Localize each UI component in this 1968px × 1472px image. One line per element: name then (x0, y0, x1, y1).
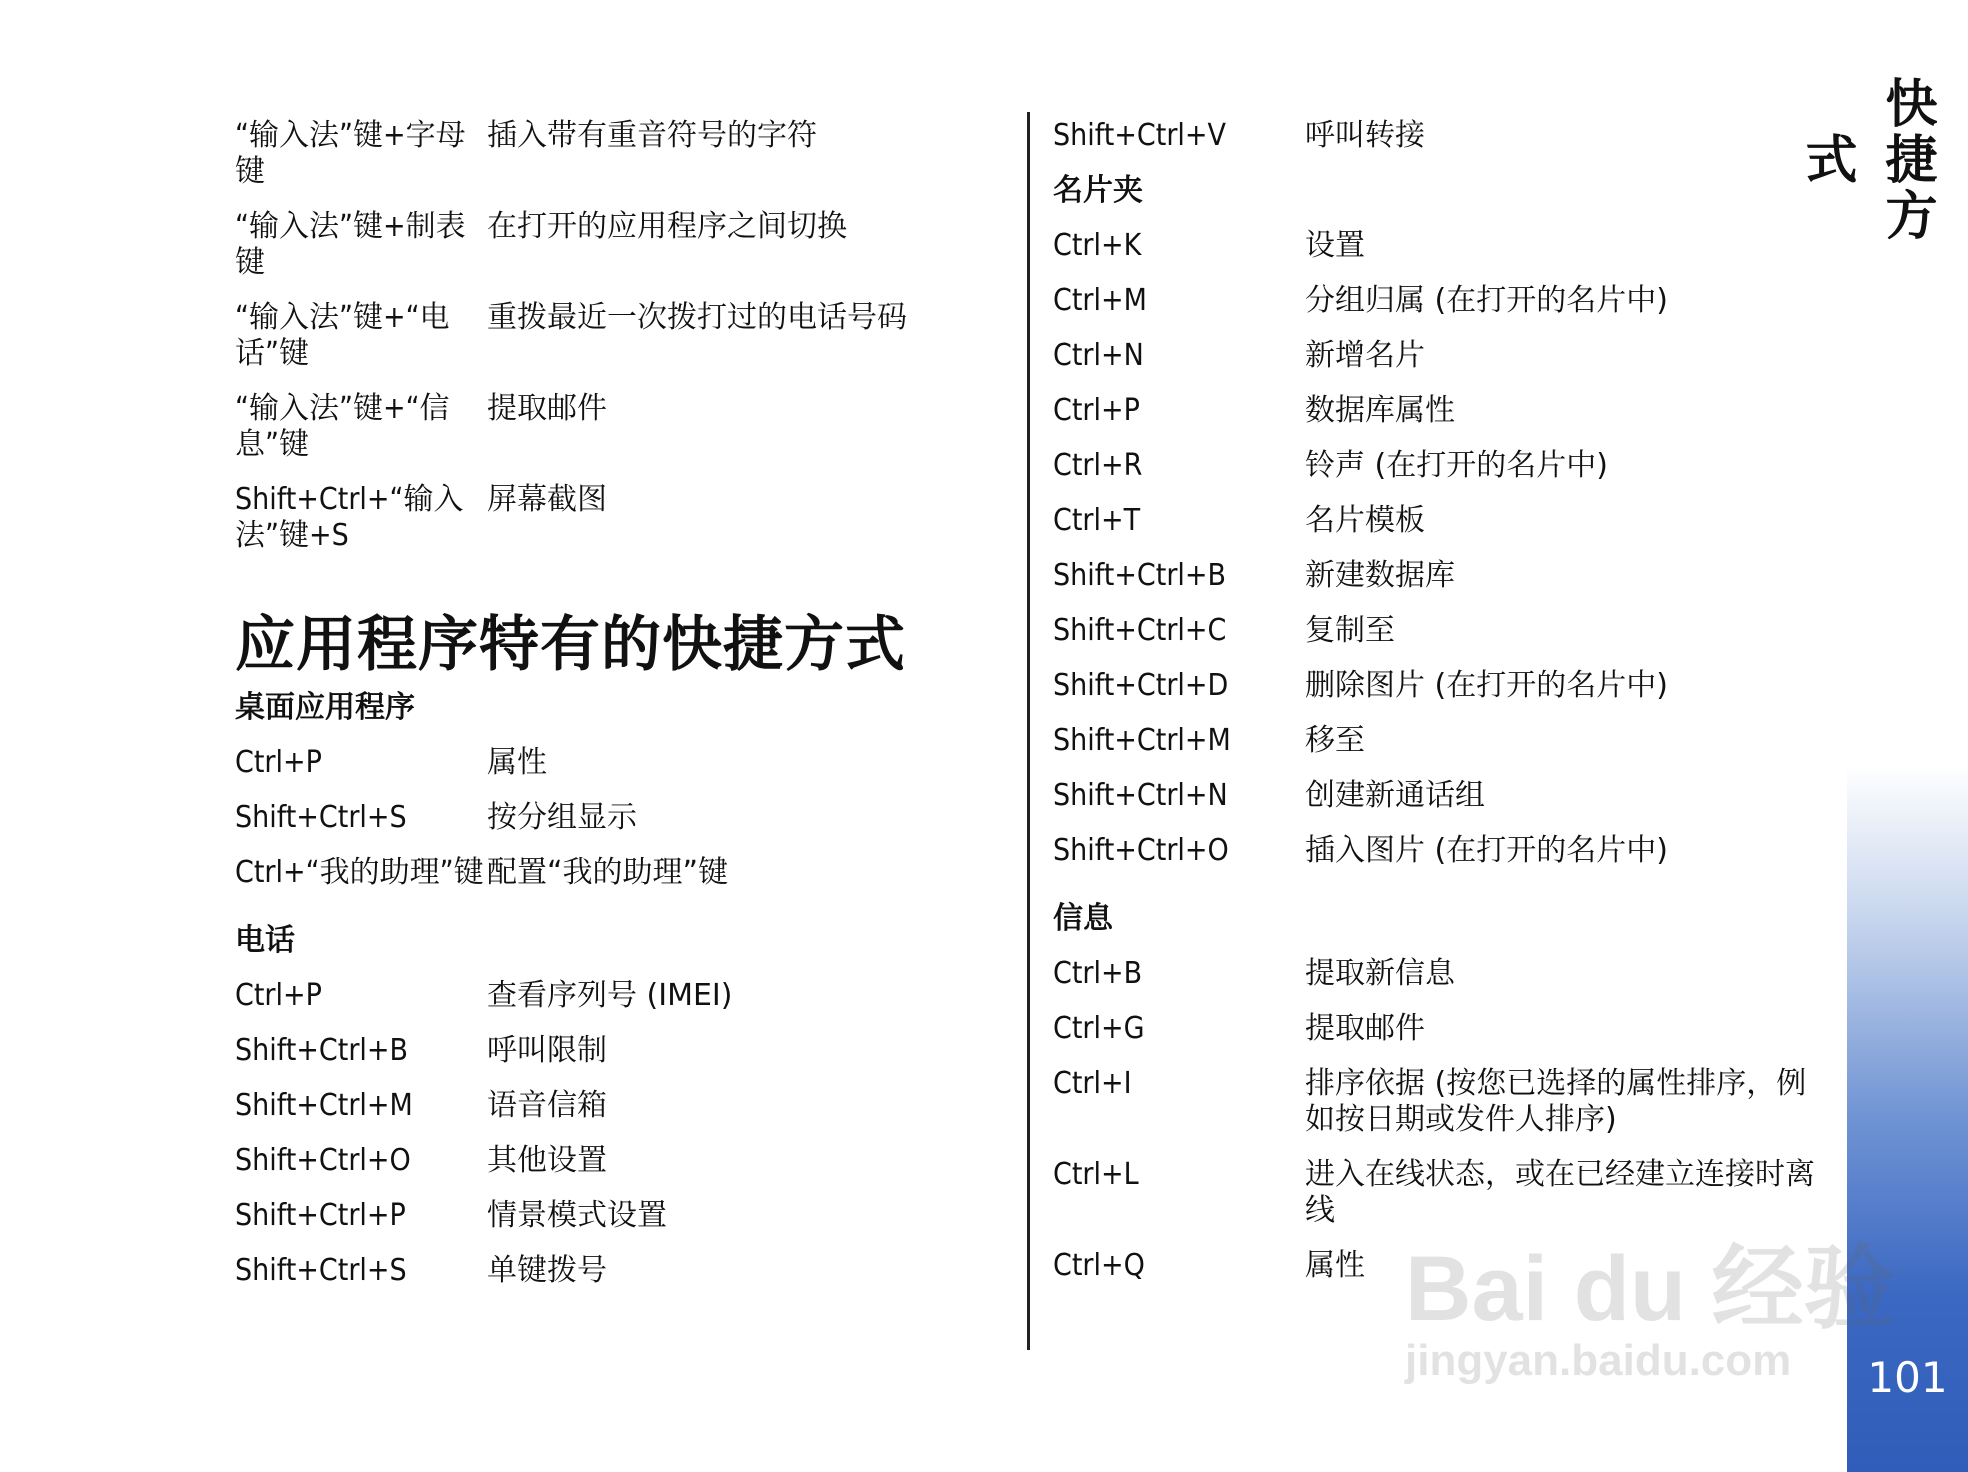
shortcut-key: Shift+Ctrl+C (1053, 613, 1227, 648)
shortcut-description: 设置 (1305, 228, 1365, 263)
shortcut-key: Ctrl+I (1053, 1066, 1132, 1101)
subsection-title: 电话 (235, 923, 295, 958)
shortcut-key: Shift+Ctrl+M (235, 1088, 413, 1123)
shortcut-row (235, 391, 965, 463)
shortcut-description: 其他设置 (487, 1143, 607, 1178)
shortcut-description: 插入图片 (在打开的名片中) (1305, 833, 1668, 868)
shortcut-key: Ctrl+P (235, 978, 322, 1013)
shortcut-key: Ctrl+“我的助理”键 (235, 855, 484, 890)
shortcut-description: 插入带有重音符号的字符 (487, 118, 817, 153)
shortcut-row (1053, 283, 1833, 319)
shortcut-description: 提取邮件 (487, 391, 607, 426)
shortcut-description: 属性 (487, 745, 547, 780)
shortcut-row (1053, 558, 1833, 594)
shortcut-key: Ctrl+B (1053, 956, 1143, 991)
shortcut-description: 数据库属性 (1305, 393, 1455, 428)
shortcut-key: Ctrl+P (235, 745, 322, 780)
shortcut-description: 复制至 (1305, 613, 1395, 648)
shortcut-description: 重拨最近一次拨打过的电话号码 (487, 300, 907, 335)
desktop-section (235, 690, 965, 891)
shortcut-description: 创建新通话组 (1305, 778, 1485, 813)
shortcut-key: “输入法”键+“电话”键 (235, 300, 450, 371)
messages-section (1053, 901, 1833, 1284)
shortcut-row (1053, 503, 1833, 539)
shortcut-description: 分组归属 (在打开的名片中) (1305, 283, 1668, 318)
shortcut-key: Ctrl+N (1053, 338, 1144, 373)
shortcut-key: Shift+Ctrl+O (235, 1143, 411, 1178)
shortcut-description: 名片模板 (1305, 503, 1425, 538)
shortcut-description: 新增名片 (1305, 338, 1425, 373)
shortcut-row (1053, 338, 1833, 374)
shortcut-description: 单键拨号 (487, 1253, 607, 1288)
shortcut-key: “输入法”键+“信息”键 (235, 391, 450, 462)
shortcut-row (235, 482, 965, 554)
shortcut-row (1053, 1157, 1833, 1229)
shortcut-key: Shift+Ctrl+“输入法”键+S (235, 482, 464, 553)
shortcut-description: 移至 (1305, 723, 1365, 758)
shortcut-row (235, 745, 965, 781)
shortcut-row (235, 855, 965, 891)
shortcut-description: 语音信箱 (487, 1088, 607, 1123)
shortcut-description: 铃声 (在打开的名片中) (1305, 448, 1608, 483)
shortcut-description: 排序依据 (按您已选择的属性排序，例如按日期或发件人排序) (1305, 1066, 1807, 1137)
shortcut-key: Shift+Ctrl+V (1053, 118, 1226, 153)
contacts-section (1053, 173, 1833, 869)
shortcut-row (235, 300, 965, 372)
shortcut-key: “输入法”键+字母键 (235, 118, 466, 189)
shortcut-row (1053, 1066, 1833, 1138)
shortcut-description: 按分组显示 (487, 800, 637, 835)
subsection-title: 信息 (1053, 901, 1113, 936)
watermark-url: jingyan.baidu.com (1405, 1336, 1792, 1385)
shortcut-key: Shift+Ctrl+O (1053, 833, 1229, 868)
shortcut-row (235, 1088, 965, 1124)
shortcut-description: 查看序列号 (IMEI) (487, 978, 733, 1013)
shortcut-key: Ctrl+K (1053, 228, 1142, 263)
left-column (235, 118, 965, 1308)
shortcut-key: Shift+Ctrl+S (235, 800, 407, 835)
shortcut-row (1053, 956, 1833, 992)
phone-section (235, 923, 965, 1289)
shortcut-row (235, 209, 965, 281)
page-number: 101 (1867, 1353, 1948, 1402)
shortcut-description: 在打开的应用程序之间切换 (487, 209, 847, 244)
shortcut-description: 新建数据库 (1305, 558, 1455, 593)
shortcut-row (235, 1198, 965, 1234)
shortcut-key: Ctrl+M (1053, 283, 1147, 318)
column-divider (1027, 112, 1030, 1350)
shortcut-description: 删除图片 (在打开的名片中) (1305, 668, 1668, 703)
shortcut-row (235, 800, 965, 836)
shortcut-key: Ctrl+Q (1053, 1248, 1145, 1283)
shortcut-row (1053, 118, 1833, 154)
shortcut-row (235, 118, 965, 190)
shortcut-key: Shift+Ctrl+N (1053, 778, 1228, 813)
shortcut-key: Shift+Ctrl+B (1053, 558, 1227, 593)
shortcut-row (1053, 723, 1833, 759)
shortcut-key: Shift+Ctrl+S (235, 1253, 407, 1288)
shortcut-row (1053, 228, 1833, 264)
shortcut-key: Ctrl+T (1053, 503, 1141, 538)
shortcut-description: 提取新信息 (1305, 956, 1455, 991)
shortcut-description: 属性 (1305, 1248, 1365, 1283)
shortcut-row (1053, 393, 1833, 429)
shortcut-description: 情景模式设置 (487, 1198, 667, 1233)
subsection-title: 桌面应用程序 (235, 690, 415, 725)
shortcut-key: Ctrl+R (1053, 448, 1143, 483)
shortcut-key: Ctrl+L (1053, 1157, 1139, 1192)
shortcut-key: Shift+Ctrl+D (1053, 668, 1229, 703)
shortcut-description: 进入在线状态，或在已经建立连接时离线 (1305, 1157, 1815, 1228)
section-heading: 应用程序特有的快捷方式 (235, 610, 906, 680)
shortcut-row (1053, 668, 1833, 704)
watermark-brand: Bai du 经验 (1405, 1238, 1896, 1340)
shortcut-description: 配置“我的助理”键 (487, 855, 729, 890)
shortcut-key: Shift+Ctrl+P (235, 1198, 406, 1233)
shortcut-description: 屏幕截图 (487, 482, 607, 517)
shortcut-key: “输入法”键+制表键 (235, 209, 466, 280)
shortcut-description: 呼叫转接 (1305, 118, 1425, 153)
shortcut-row (1053, 1248, 1833, 1284)
shortcut-description: 呼叫限制 (487, 1033, 607, 1068)
shortcut-key: Shift+Ctrl+M (1053, 723, 1231, 758)
intro-shortcut-list (235, 118, 965, 554)
shortcut-key: Ctrl+P (1053, 393, 1140, 428)
shortcut-description: 提取邮件 (1305, 1011, 1425, 1046)
shortcut-row (1053, 448, 1833, 484)
right-column (1053, 118, 1833, 1303)
shortcut-row (1053, 833, 1833, 869)
shortcut-row (1053, 778, 1833, 814)
shortcut-row (235, 1253, 965, 1289)
shortcut-row (235, 1033, 965, 1069)
subsection-title: 名片夹 (1053, 173, 1143, 208)
shortcut-row (1053, 613, 1833, 649)
shortcut-row (235, 1143, 965, 1179)
chapter-title: 快捷方式 (1796, 76, 1936, 244)
shortcut-row (1053, 1011, 1833, 1047)
shortcut-row (235, 978, 965, 1014)
shortcut-key: Ctrl+G (1053, 1011, 1145, 1046)
shortcut-key: Shift+Ctrl+B (235, 1033, 409, 1068)
